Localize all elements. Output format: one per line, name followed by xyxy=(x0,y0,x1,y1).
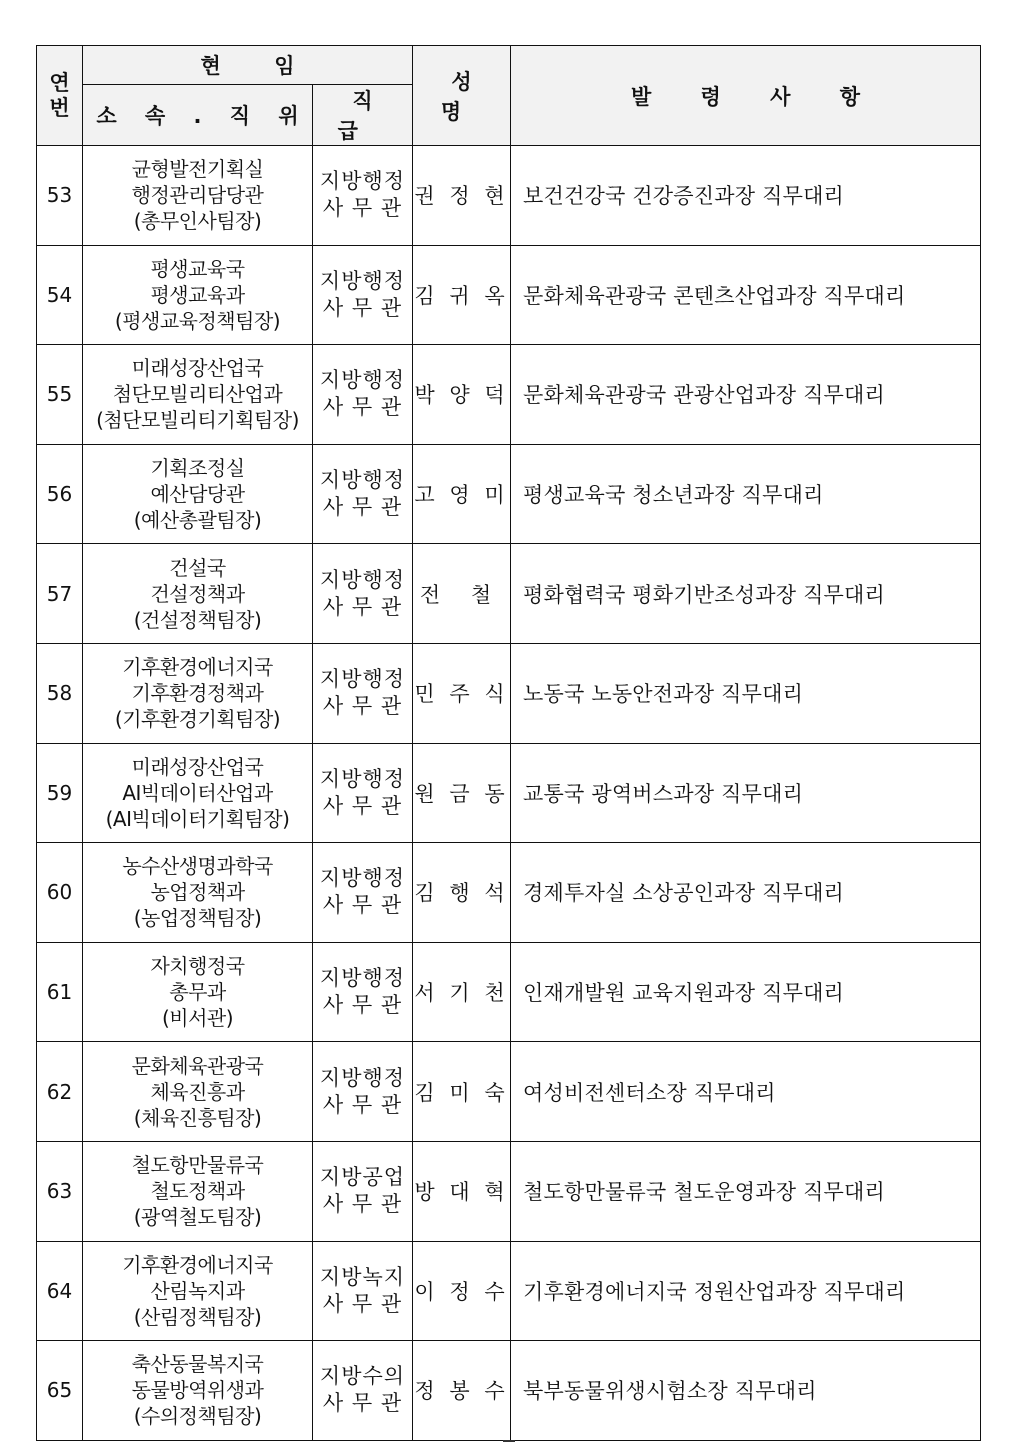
rank-line: 사 무 관 xyxy=(322,295,403,320)
department-line: 동물방역위생과 xyxy=(131,1378,264,1403)
row-number: 62 xyxy=(37,1042,83,1142)
department-line: 평생교육과 xyxy=(150,282,245,307)
department-line: 자치행정국 xyxy=(150,954,245,979)
rank-line: 지방행정 xyxy=(319,368,406,393)
department-position xyxy=(83,245,313,345)
department-line: AI빅데이터산업과 xyxy=(122,780,273,805)
header-current-label: 현 임 xyxy=(200,54,318,78)
department-position xyxy=(83,1042,313,1142)
department-line: 첨단모빌리티산업과 xyxy=(112,382,283,407)
rank-line: 지방행정 xyxy=(319,667,406,692)
department-line: 문화체육관광국 xyxy=(131,1053,264,1078)
appointment-order: 평화협력국 평화기반조성과장 직무대리 xyxy=(511,544,981,644)
department-line: (AI빅데이터기획팀장) xyxy=(105,806,290,831)
rank-line: 지방행정 xyxy=(319,866,406,891)
department-line: 기획조정실 xyxy=(150,456,245,481)
department-line: (비서관) xyxy=(161,1006,234,1031)
department-line: (기후환경기획팀장) xyxy=(114,707,281,732)
person-name: 이 정 수 xyxy=(413,1241,511,1341)
rank-line: 사 무 관 xyxy=(322,694,403,719)
header-no xyxy=(37,46,83,146)
row-number: 63 xyxy=(37,1141,83,1241)
rank-grade xyxy=(313,1141,413,1241)
row-number: 56 xyxy=(37,444,83,544)
department-line: 농업정책과 xyxy=(150,880,245,905)
rank-line: 지방행정 xyxy=(319,1065,406,1090)
department-position xyxy=(83,843,313,943)
appointment-order: 평생교육국 청소년과장 직무대리 xyxy=(511,444,981,544)
rank-grade xyxy=(313,245,413,345)
appointment-order: 보건건강국 건강증진과장 직무대리 xyxy=(511,146,981,246)
rank-line: 사 무 관 xyxy=(322,395,403,420)
department-line: 평생교육국 xyxy=(150,256,245,281)
person-name: 김 행 석 xyxy=(413,843,511,943)
department-line: 총무과 xyxy=(169,980,226,1005)
row-number: 65 xyxy=(37,1341,83,1441)
table-row xyxy=(37,1042,981,1142)
header-dept-label: 소 속 . 직 위 xyxy=(96,104,310,128)
rank-grade xyxy=(313,345,413,445)
table-row xyxy=(37,544,981,644)
row-number: 58 xyxy=(37,643,83,743)
person-name: 원 금 동 xyxy=(413,743,511,843)
header-name xyxy=(413,46,511,146)
row-number: 55 xyxy=(37,345,83,445)
department-line: 미래성장산업국 xyxy=(131,754,264,779)
rank-line: 사 무 관 xyxy=(322,793,403,818)
department-line: 균형발전기획실 xyxy=(131,157,264,182)
appointment-order: 노동국 노동안전과장 직무대리 xyxy=(511,643,981,743)
department-position xyxy=(83,544,313,644)
department-line: 기후환경에너지국 xyxy=(122,655,273,680)
rank-line: 사 무 관 xyxy=(322,1391,403,1416)
department-position xyxy=(83,942,313,1042)
department-line: 미래성장산업국 xyxy=(131,356,264,381)
department-position xyxy=(83,743,313,843)
table-row xyxy=(37,444,981,544)
department-line: (광역철도팀장) xyxy=(133,1205,262,1230)
rank-grade xyxy=(313,544,413,644)
rank-line: 사 무 관 xyxy=(322,495,403,520)
table-body xyxy=(37,146,981,1441)
rank-line: 사 무 관 xyxy=(322,993,403,1018)
table-row xyxy=(37,245,981,345)
person-name: 방 대 혁 xyxy=(413,1141,511,1241)
table-row xyxy=(37,643,981,743)
department-line: (수의정책팀장) xyxy=(133,1404,262,1429)
department-line: 건설정책과 xyxy=(150,581,245,606)
personnel-order-table xyxy=(36,45,981,1441)
table-row xyxy=(37,843,981,943)
appointment-order: 경제투자실 소상공인과장 직무대리 xyxy=(511,843,981,943)
rank-line: 사 무 관 xyxy=(322,1192,403,1217)
department-line: 건설국 xyxy=(169,555,226,580)
department-line: 철도항만물류국 xyxy=(131,1153,264,1178)
department-position xyxy=(83,1341,313,1441)
department-line: 기후환경에너지국 xyxy=(122,1252,273,1277)
rank-grade xyxy=(313,1042,413,1142)
department-line: (농업정책팀장) xyxy=(133,906,262,931)
rank-line: 사 무 관 xyxy=(322,196,403,221)
department-position xyxy=(83,1141,313,1241)
header-order xyxy=(511,46,981,146)
rank-line: 지방수의 xyxy=(319,1364,406,1389)
table-row xyxy=(37,1341,981,1441)
department-line: (첨단모빌리티기획팀장) xyxy=(96,408,299,433)
rank-grade xyxy=(313,743,413,843)
rank-line: 지방행정 xyxy=(319,966,406,991)
rank-line: 지방공업 xyxy=(319,1165,406,1190)
header-current xyxy=(83,46,413,85)
appointment-order: 문화체육관광국 관광산업과장 직무대리 xyxy=(511,345,981,445)
rank-line: 지방행정 xyxy=(319,169,406,194)
person-name: 김 미 숙 xyxy=(413,1042,511,1142)
department-line: 축산동물복지국 xyxy=(131,1352,264,1377)
rank-line: 지방행정 xyxy=(319,268,406,293)
department-line: 체육진흥과 xyxy=(150,1079,245,1104)
appointment-order: 철도항만물류국 철도운영과장 직무대리 xyxy=(511,1141,981,1241)
department-position xyxy=(83,444,313,544)
department-line: 예산담당관 xyxy=(150,482,245,507)
page-number-mark xyxy=(503,1440,515,1442)
rank-grade xyxy=(313,843,413,943)
department-line: (체육진흥팀장) xyxy=(133,1105,262,1130)
department-line: 행정관리담당관 xyxy=(131,183,264,208)
table-row xyxy=(37,743,981,843)
table-row xyxy=(37,146,981,246)
appointment-order: 교통국 광역버스과장 직무대리 xyxy=(511,743,981,843)
rank-line: 사 무 관 xyxy=(322,893,403,918)
rank-line: 지방행정 xyxy=(319,567,406,592)
row-number: 53 xyxy=(37,146,83,246)
appointment-order: 문화체육관광국 콘텐츠산업과장 직무대리 xyxy=(511,245,981,345)
appointment-order: 여성비전센터소장 직무대리 xyxy=(511,1042,981,1142)
department-line: (건설정책팀장) xyxy=(133,607,262,632)
department-line: 철도정책과 xyxy=(150,1179,245,1204)
department-line: (예산총괄팀장) xyxy=(133,508,262,533)
person-name: 전 철 xyxy=(413,544,511,644)
department-position xyxy=(83,345,313,445)
row-number: 60 xyxy=(37,843,83,943)
person-name: 서 기 천 xyxy=(413,942,511,1042)
rank-grade xyxy=(313,1341,413,1441)
table-header xyxy=(37,46,981,146)
person-name: 권 정 현 xyxy=(413,146,511,246)
table-row xyxy=(37,345,981,445)
rank-grade xyxy=(313,444,413,544)
person-name: 민 주 식 xyxy=(413,643,511,743)
rank-line: 사 무 관 xyxy=(322,1291,403,1316)
rank-line: 사 무 관 xyxy=(322,594,403,619)
rank-line: 지방녹지 xyxy=(319,1264,406,1289)
appointment-order: 북부동물위생시험소장 직무대리 xyxy=(511,1341,981,1441)
department-position xyxy=(83,643,313,743)
row-number: 57 xyxy=(37,544,83,644)
department-line: 기후환경정책과 xyxy=(131,681,264,706)
department-line: (총무인사팀장) xyxy=(133,209,262,234)
row-number: 59 xyxy=(37,743,83,843)
row-number: 54 xyxy=(37,245,83,345)
person-name: 정 봉 수 xyxy=(413,1341,511,1441)
department-position xyxy=(83,146,313,246)
rank-grade xyxy=(313,1241,413,1341)
header-no-line-2: 번 xyxy=(49,95,70,120)
department-line: (평생교육정책팀장) xyxy=(114,308,281,333)
appointment-order: 기후환경에너지국 정원산업과장 직무대리 xyxy=(511,1241,981,1341)
rank-grade xyxy=(313,942,413,1042)
rank-line: 지방행정 xyxy=(319,766,406,791)
person-name: 박 양 덕 xyxy=(413,345,511,445)
header-rank xyxy=(313,85,413,146)
header-name-label: 성 명 xyxy=(440,69,493,124)
department-line: (산림정책팀장) xyxy=(133,1304,262,1329)
appointment-order: 인재개발원 교육지원과장 직무대리 xyxy=(511,942,981,1042)
header-dept xyxy=(83,85,313,146)
header-no-line-1: 연 xyxy=(49,71,70,96)
rank-line: 사 무 관 xyxy=(322,1092,403,1117)
table-row xyxy=(37,1241,981,1341)
person-name: 고 영 미 xyxy=(413,444,511,544)
header-rank-label: 직 급 xyxy=(337,89,403,143)
person-name: 김 귀 옥 xyxy=(413,245,511,345)
rank-grade xyxy=(313,643,413,743)
table-row xyxy=(37,1141,981,1241)
table-row xyxy=(37,942,981,1042)
department-line: 농수산생명과학국 xyxy=(122,854,273,879)
department-line: 산림녹지과 xyxy=(150,1278,245,1303)
department-position xyxy=(83,1241,313,1341)
rank-line: 지방행정 xyxy=(319,468,406,493)
row-number: 61 xyxy=(37,942,83,1042)
rank-grade xyxy=(313,146,413,246)
row-number: 64 xyxy=(37,1241,83,1341)
header-order-label: 발 령 사 항 xyxy=(630,84,882,109)
